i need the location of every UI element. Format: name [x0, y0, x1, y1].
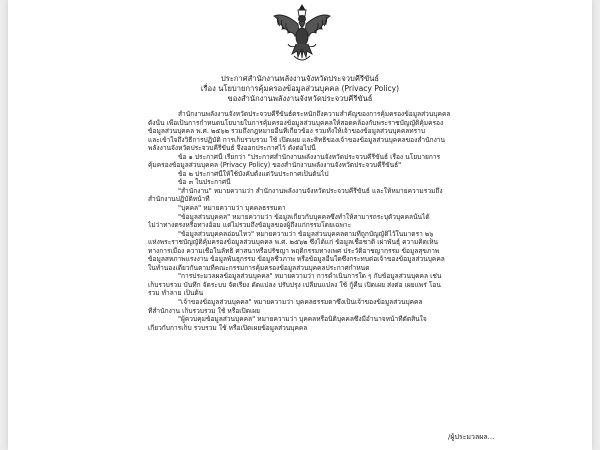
- announcement-title: ประกาศสำนักงานพลังงานจังหวัดประจวบคีรีขันธ์: [220, 74, 380, 83]
- body-line: ข้อ ๓ ในประกาศนี้: [178, 178, 231, 187]
- announcement-subject: เรื่อง นโยบายการคุ้มครองข้อมูลส่วนบุคคล (Privacy Policy): [200, 84, 400, 93]
- body-line: ที่สำนักงาน เก็บรวบรวม ใช้ หรือเปิดเผย: [148, 306, 260, 315]
- body-line: พลังงานจังหวัดประจวบคีรีขันธ์ จึงออกประกาศไว้ ดังต่อไปนี้: [148, 144, 316, 153]
- continuation-marker: /ผู้ประมวลผล...: [448, 433, 495, 441]
- body-line: ไม่ว่าทางตรงหรือทางอ้อม แต่ไม่รวมถึงข้อมูลของผู้ถึงแก่กรรมโดยเฉพาะ: [148, 221, 352, 230]
- body-line: สำนักงานพลังงานจังหวัดประจวบคีรีขันธ์ตระหนักถึงความสำคัญของการคุ้มครองข้อมูลส่วนบุคคล: [178, 110, 451, 118]
- body-line: สำนักงานปฏิบัติหน้าที่: [148, 195, 210, 204]
- body-line: "เจ้าของข้อมูลส่วนบุคคล" หมายความว่า บุคคลธรรมดาซึ่งเป็นเจ้าของข้อมูลส่วนบุคคล: [178, 298, 423, 307]
- body-line: "การประมวลผลข้อมูลส่วนบุคคล" หมายความว่า การดำเนินการใด ๆ กับข้อมูลส่วนบุคคล เช่น: [178, 272, 442, 281]
- body-line: "สำนักงาน" หมายความว่า สำนักงานพลังงานจังหวัดประจวบคีรีขันธ์ และให้หมายความรวมถึง: [178, 186, 443, 195]
- body-line: รวม ทำลาย เป็นต้น: [148, 289, 204, 298]
- body-line: "ข้อมูลส่วนบุคคล" หมายความว่า ข้อมูลเกี่ยวกับบุคคลซึ่งทำให้สามารถระบุตัวบุคคลนั้นได้: [178, 212, 430, 221]
- announcement-issuer: ของสำนักงานพลังงานจังหวัดประจวบคีรีขันธ์: [227, 94, 373, 103]
- body-line: เก็บรวบรวม บันทึก จัดระบบ จัดเรียง ดัดแปลง ปรับปรุง เปลี่ยนแปลง ใช้ กู้คืน เปิดเผย ส่งต่อ เผยแพร่ โอน: [148, 280, 441, 289]
- body-line: "ข้อมูลส่วนบุคคลอ่อนไหว" หมายความว่า ข้อมูลส่วนบุคคลตามที่ถูกบัญญัติไว้ในมาตรา ๒๖: [178, 229, 434, 238]
- body-line: เกี่ยวกับการเก็บ รวบรวม ใช้ หรือเปิดเผยข้อมูลส่วนบุคคล: [148, 323, 308, 332]
- document-page: [8, 0, 592, 450]
- body-line: และเข้าใจถึงวิธีการปฏิบัติ การเก็บรวบรวม ใช้ เปิดเผย และสิทธิของเจ้าของข้อมูลส่วนบุคคลของสำนักงาน: [148, 135, 446, 144]
- body-line: แห่งพระราชบัญญัติคุ้มครองข้อมูลส่วนบุคคล พ.ศ. ๒๕๖๒ ซึ่งได้แก่ ข้อมูลเชื้อชาติ เผ่าพันธุ์ ความคิดเห็น: [148, 238, 439, 247]
- body-line: "บุคคล" หมายความว่า บุคคลธรรมดา: [178, 204, 286, 213]
- body-line: ข้อ ๑ ประกาศนี้ เรียกว่า "ประกาศสำนักงานพลังงานจังหวัดประจวบคีรีขันธ์ เรื่อง นโยบายการ: [178, 152, 441, 161]
- body-line: "ผู้ควบคุมข้อมูลส่วนบุคคล" หมายความว่า บุคคลหรือนิติบุคคลซึ่งมีอำนาจหน้าที่ตัดสินใจ: [178, 315, 427, 324]
- body-line: คุ้มครองข้อมูลส่วนบุคคล (Privacy Policy) ของสำนักงานพลังงานจังหวัดประจวบคีรีขันธ์": [148, 161, 402, 170]
- body-line: ทางการเมือง ความเชื่อในลัทธิ ศาสนาหรือปรัชญา พฤติกรรมทางเพศ ประวัติอาชญากรรม ข้อมูลสุขภาพ: [148, 246, 440, 255]
- announcement-body: [148, 110, 484, 332]
- body-line: ในทำนองเดียวกันตามที่คณะกรรมการคุ้มครองข้อมูลส่วนบุคคลประกาศกำหนด: [148, 263, 370, 272]
- body-line: ดังนั้น เพื่อเป็นการกำหนดนโยบายในการคุ้มครองข้อมูลส่วนบุคคลให้สอดคล้องกับพระราชบัญญัติคุ้มครอง: [148, 118, 444, 127]
- body-line: ข้อมูลสหภาพแรงงาน ข้อมูลพันธุกรรม ข้อมูลชีวภาพ หรือข้อมูลอื่นใดซึ่งกระทบต่อเจ้าของข้อมูลส่วนบุคคล: [148, 255, 445, 264]
- body-line: ข้อมูลส่วนบุคคล พ.ศ. ๒๕๖๒ รวมถึงกฎหมายอื่นที่เกี่ยวข้อง รวมทั้งให้เจ้าของข้อมูลส่วนบุคคลทราบ: [148, 127, 426, 136]
- body-line: ข้อ ๒ ประกาศนี้ให้ใช้บังคับตั้งแต่วันประกาศเป็นต้นไป: [178, 169, 329, 178]
- garuda-emblem-icon: [270, 2, 334, 66]
